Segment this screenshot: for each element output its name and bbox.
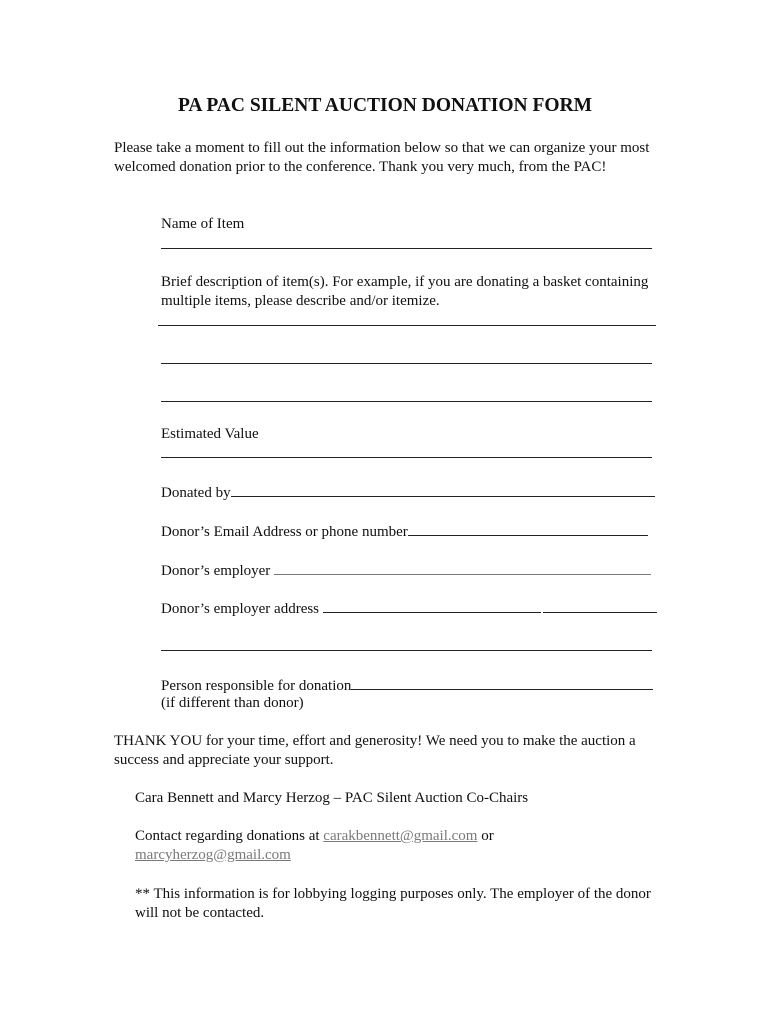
name-of-item-line[interactable] — [161, 248, 652, 249]
person-responsible-note: (if different than donor) — [161, 695, 304, 711]
donor-employer-line[interactable] — [274, 560, 651, 575]
name-of-item-label: Name of Item — [161, 216, 245, 232]
donor-employer-label: Donor’s employer — [161, 563, 271, 579]
donor-employer-address-row — [161, 598, 657, 619]
intro-line-1: Please take a moment to fill out the information below so that we can organize your most — [114, 140, 650, 156]
contact-paragraph — [135, 827, 675, 865]
donated-by-label: Donated by — [161, 485, 231, 501]
description-line-b[interactable] — [161, 363, 652, 364]
email-link-marcy[interactable]: marcyherzog@gmail.com — [135, 847, 291, 863]
donor-contact-row — [161, 521, 648, 542]
footnote — [135, 885, 695, 923]
donated-by-row — [161, 482, 655, 503]
donor-employer-address-line-a[interactable] — [323, 598, 541, 613]
thank-you-paragraph — [114, 732, 674, 770]
intro-paragraph — [114, 139, 674, 177]
person-responsible-label: Person responsible for donation — [161, 678, 352, 694]
contact-joiner: or — [481, 828, 494, 844]
thank-you-line-1: THANK YOU for your time, effort and generosity! We need you to make the auction a — [114, 733, 636, 749]
person-responsible-line[interactable] — [351, 675, 653, 690]
donor-employer-address-label: Donor’s employer address — [161, 601, 320, 617]
donor-employer-address-line-b[interactable] — [543, 598, 657, 613]
description-label — [161, 273, 681, 311]
description-line-1: Brief description of item(s). For example, if you are donating a basket containing — [161, 274, 649, 290]
donor-employer-row — [161, 560, 651, 581]
email-link-cara[interactable]: carakbennett@gmail.com — [323, 828, 478, 844]
donated-by-line[interactable] — [231, 482, 655, 497]
intro-line-2: welcomed donation prior to the conference. Thank you very much, from the PAC! — [114, 159, 607, 175]
donor-employer-address-line-2[interactable] — [161, 650, 652, 651]
thank-you-line-2: success and appreciate your support. — [114, 752, 334, 768]
description-line-2: multiple items, please describe and/or itemize. — [161, 293, 440, 309]
estimated-value-label: Estimated Value — [161, 426, 259, 442]
contact-prefix: Contact regarding donations at — [135, 828, 320, 844]
estimated-value-line[interactable] — [161, 457, 652, 458]
description-line-a[interactable] — [158, 325, 656, 326]
donor-contact-label: Donor’s Email Address or phone number — [161, 524, 408, 540]
donor-contact-line[interactable] — [408, 521, 648, 536]
footnote-line-1: ** This information is for lobbying logging purposes only. The employer of the donor — [135, 886, 651, 902]
description-line-c[interactable] — [161, 401, 652, 402]
form-title: PA PAC SILENT AUCTION DONATION FORM — [177, 95, 593, 116]
footnote-line-2: will not be contacted. — [135, 905, 265, 921]
person-responsible-row — [161, 675, 653, 696]
co-chairs-text: Cara Bennett and Marcy Herzog – PAC Silent Auction Co-Chairs — [135, 790, 529, 806]
